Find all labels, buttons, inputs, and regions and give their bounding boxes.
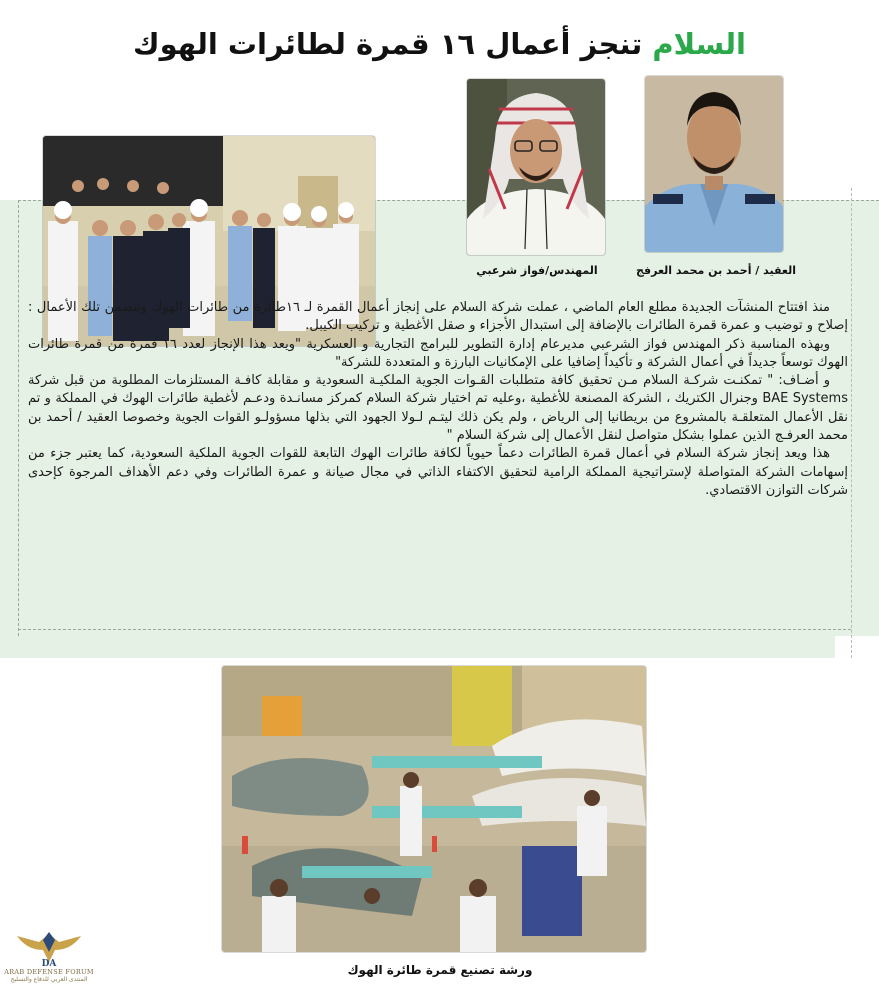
article-paragraph: منذ افتتاح المنشآت الجديدة مطلع العام الماضي ، عملت شركة السلام على إنجاز أعمال القمرة لـ ١٦طائرة من طائرات الهوك وتتضمن تلك الأعمال : إصلاح و توضيب و عمرة قمرة الطائرات بالإضافة إلى استبدال الأجزاء و صقل الأغطية و تركيب الكيبل. [28, 300, 848, 334]
dashed-border-right [851, 188, 852, 658]
officer-portrait [645, 76, 783, 252]
article-paragraph: و أضـاف: " تمكنـت شركـة السلام مـن تحقيق كافة متطلبات القـوات الجوية الملكيـة السعودية و مقابلة كافـة المستلزمات المطلوبة من قبل شركة BAE Systems وجنرال الكتريك ، الشركة المصنعة للأغطية ،وعليه تم اختيار شركة السلام كمركز مسانـدة ودعـم لأغطية طائرات الهوك في المملكة و تم نقل الأعمال المتعلقـة بالمشروع من بريطانيا إلى الرياض ، ولم يكن ذلك ليتـم لـولا الجهود التي بذلها مسؤولـو القوات الجوية وخصوصا العقيد / أحمد بن محمد العرفـج الذين عملوا بشكل متواصل لنقل الأعمال إلى شركة السلام " [28, 373, 848, 444]
article-paragraph: وبهذه المناسبة ذكر المهندس فواز الشرعبي مديرعام إدارة التطوير للبرامج التجارية و العسكرية "ويعد هذا الإنجاز لعدد ١٦ قمرة من قمرة طائرات الهوك توسعاً جديداً في أعمال الشركة و تأكيداً إضافيا على الإمكانيات البارزة و المتعددة للشركة" [28, 336, 848, 370]
dashed-border-left [18, 200, 19, 636]
svg-text:DA: DA [41, 959, 57, 968]
article-paragraph: هذا ويعد إنجاز شركة السلام في أعمال قمرة الطائرات دعماً حيوياً لكافة طائرات الهوك التابعة للقوات الجوية الملكية السعودية، كما يعتبر جزء من إسهامات الشركة المتواصلة لإستراتيجية المملكة الرامية لتحقيق الاكتفاء الذاتي في مجال صيانة و عمرة الطائرات وفي دعم الأهداف المرجوة كإحدى شركات التوازن الاقتصادي. [28, 446, 848, 498]
page-title [0, 24, 879, 64]
content-panel-tab [0, 636, 835, 658]
watermark-logo [4, 928, 94, 994]
workshop-photo [222, 666, 646, 952]
engineer-portrait [467, 79, 605, 255]
article-body [28, 299, 848, 500]
watermark-line-en: ARAB DEFENSE FORUM [4, 968, 94, 976]
dashed-border-bottom [18, 629, 851, 630]
officer-caption: العقيد / أحمد بن محمد العرفج [635, 264, 797, 277]
title-brand: السلام [652, 27, 746, 61]
workshop-caption: ورشة تصنيع قمرة طائرة الهوك [347, 963, 533, 977]
engineer-caption: المهندس/فواز شرعبي [476, 264, 598, 277]
eagle-emblem-icon [9, 928, 89, 968]
watermark-line-ar: المنتدى العربي للدفاع والتسليح [10, 976, 88, 983]
title-rest: تنجز أعمال ١٦ قمرة لطائرات الهوك [133, 27, 653, 61]
